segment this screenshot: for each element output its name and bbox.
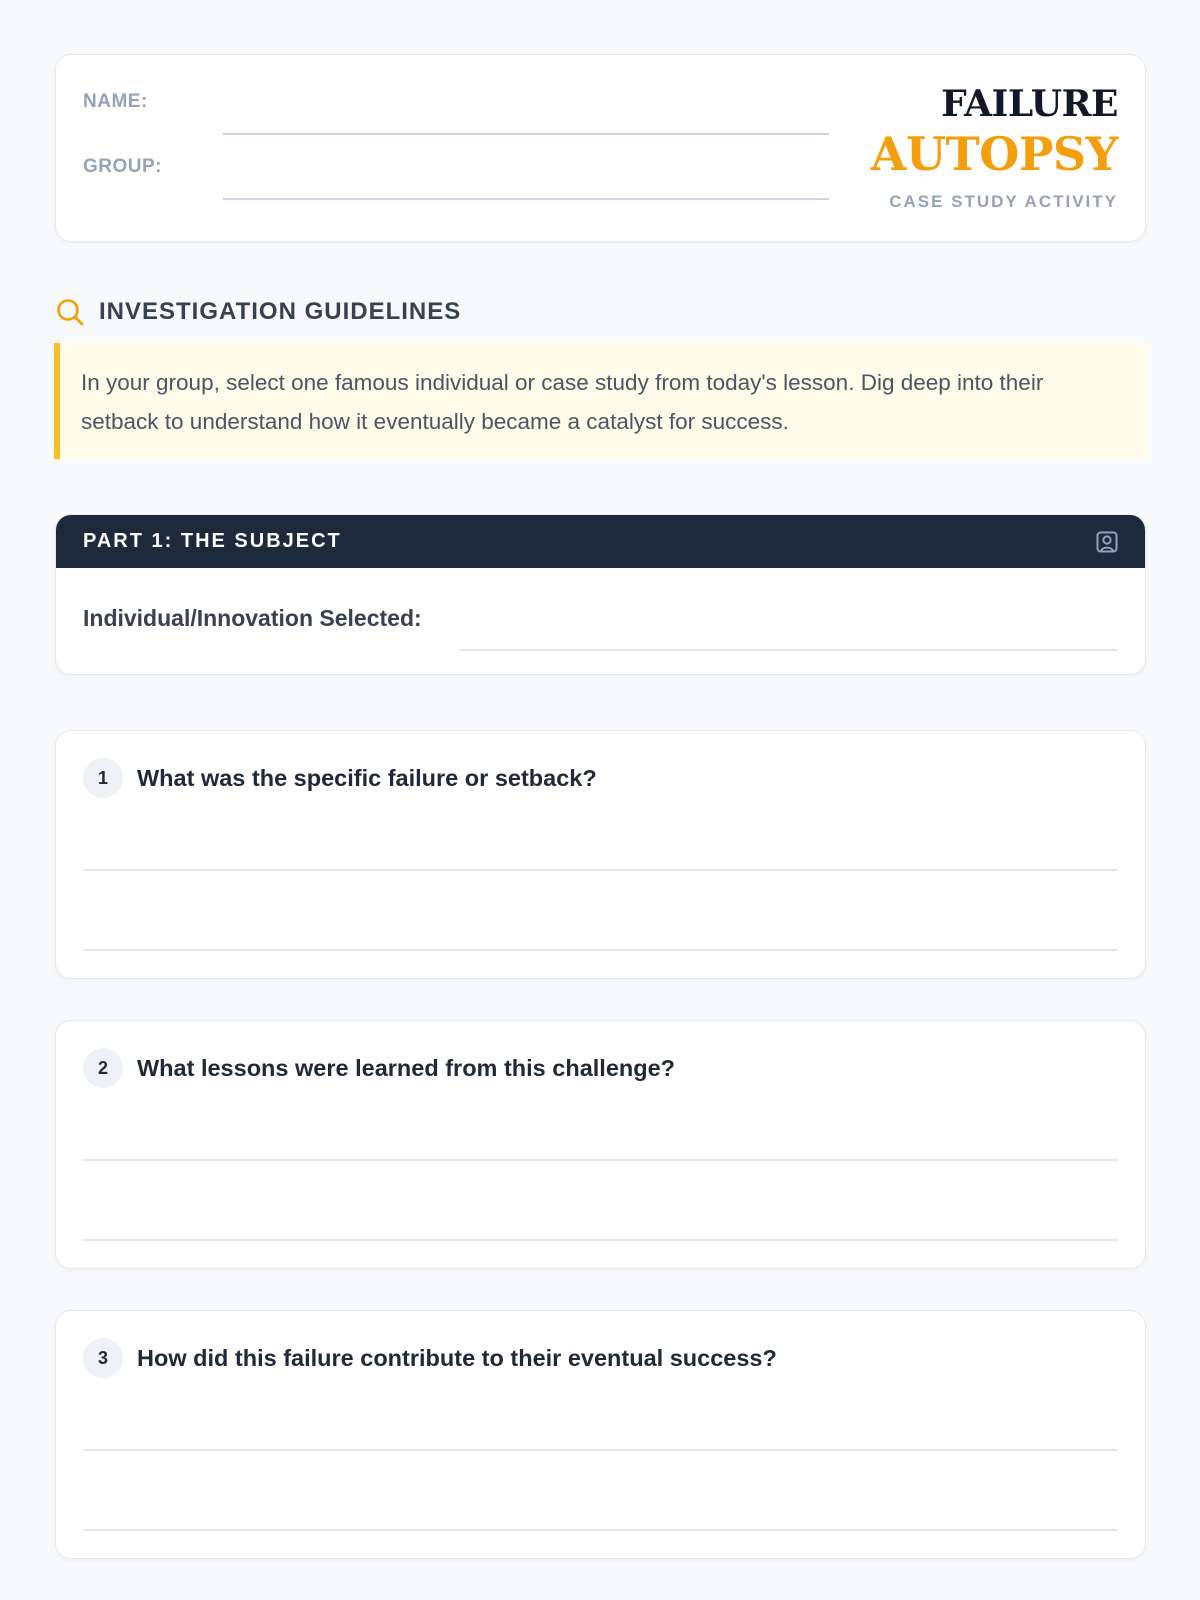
answer-line[interactable] (83, 869, 1118, 871)
header-card (55, 54, 1146, 242)
question-card (55, 1020, 1146, 1269)
question-number-badge: 1 (83, 758, 123, 798)
part1-header-bar (56, 515, 1145, 568)
guidelines-title: INVESTIGATION GUIDELINES (99, 298, 462, 325)
guidelines-heading (55, 295, 461, 329)
question-text: What lessons were learned from this challenge? (137, 1054, 676, 1081)
question-card (55, 1310, 1146, 1559)
search-icon (55, 297, 85, 327)
name-field-row (83, 91, 783, 131)
question-header (83, 1048, 675, 1088)
group-field-row (83, 156, 783, 196)
answer-line[interactable] (83, 1159, 1118, 1161)
answer-line[interactable] (83, 1529, 1118, 1531)
subtitle: CASE STUDY ACTIVITY (889, 192, 1118, 211)
part1-title: PART 1: THE SUBJECT (83, 530, 342, 552)
question-number-badge: 2 (83, 1048, 123, 1088)
group-input-line[interactable] (223, 184, 829, 200)
part1-card (55, 514, 1146, 675)
group-label: GROUP: (83, 156, 162, 177)
answer-line[interactable] (83, 949, 1118, 951)
name-input-line[interactable] (223, 119, 829, 135)
question-header (83, 1338, 777, 1378)
title-autopsy: AUTOPSY (870, 127, 1118, 181)
question-number-badge: 3 (83, 1338, 123, 1378)
question-card (55, 730, 1146, 979)
question-text: What was the specific failure or setback? (137, 764, 597, 791)
title-failure: FAILURE (941, 83, 1118, 125)
answer-line[interactable] (83, 1239, 1118, 1241)
subject-input-line[interactable] (460, 635, 1118, 651)
question-text: How did this failure contribute to their eventual success? (137, 1344, 777, 1371)
name-label: NAME: (83, 91, 148, 112)
subject-label: Individual/Innovation Selected: (83, 605, 422, 631)
guidelines-callout: In your group, select one famous individual or case study from today's lesson. Dig deep into their setback to understand how it eventually became a catalyst for success. (54, 343, 1147, 459)
user-badge-icon (1095, 530, 1119, 554)
question-header (83, 758, 597, 798)
subject-field-row (83, 605, 1118, 655)
answer-line[interactable] (83, 1449, 1118, 1451)
